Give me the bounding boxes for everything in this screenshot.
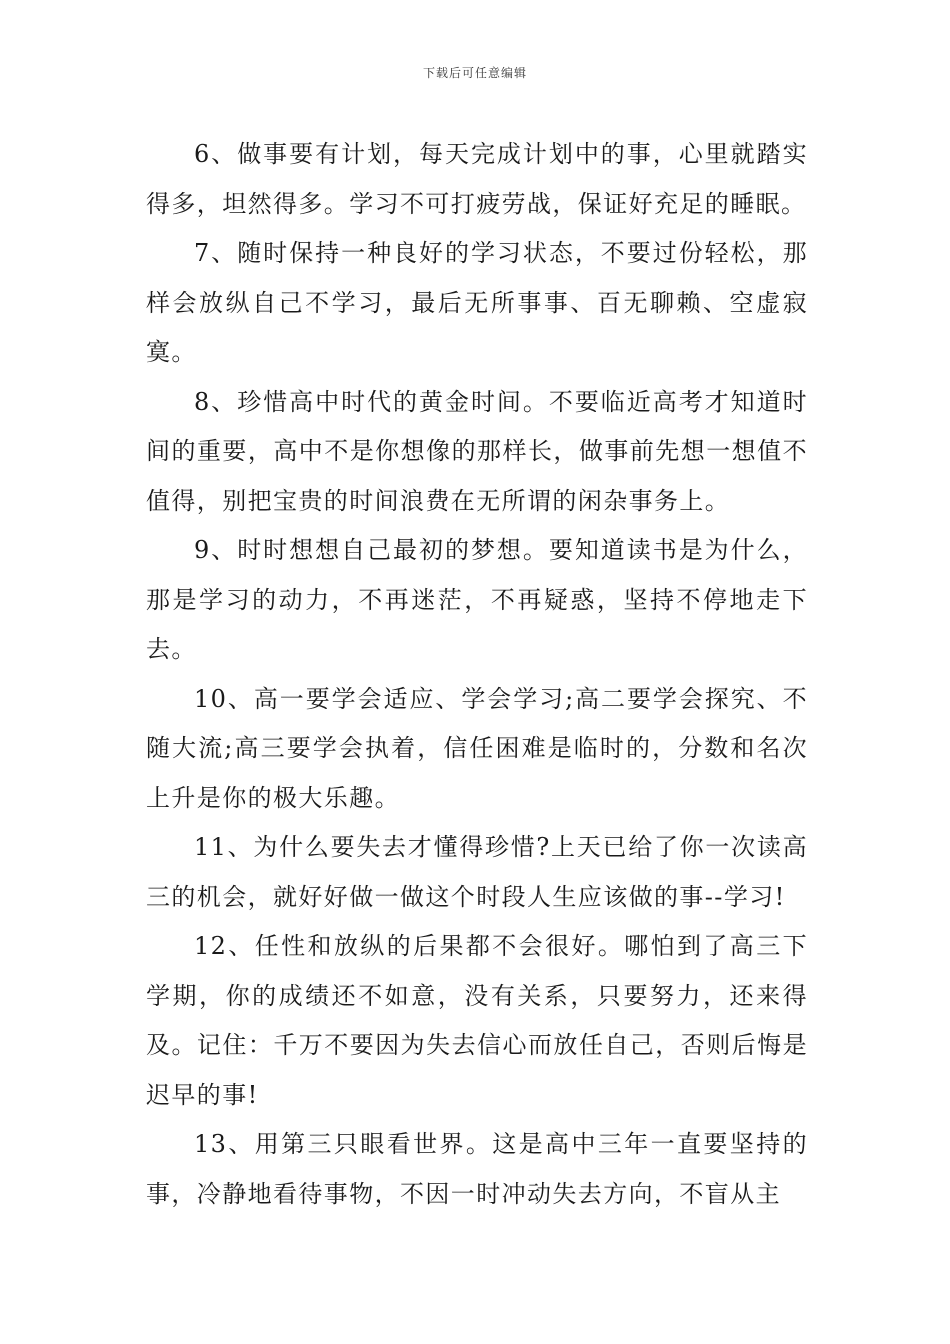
- paragraph-9: 9、时时想想自己最初的梦想。要知道读书是为什么，那是学习的动力，不再迷茫，不再疑惑，坚持不停地走下去。: [146, 536, 808, 663]
- header-note: 下载后可任意编辑: [422, 66, 527, 80]
- paragraph-12: 12、任性和放纵的后果都不会很好。哪怕到了高三下学期，你的成绩还不如意，没有关系，只要努力，还来得及。记住：千万不要因为失去信心而放任自己，否则后悔是迟早的事!: [146, 932, 808, 1109]
- document-body: [146, 130, 808, 1219]
- paragraph-8: 8、珍惜高中时代的黄金时间。不要临近高考才知道时间的重要，高中不是你想像的那样长，做事前先想一想值不值得，别把宝贵的时间浪费在无所谓的闲杂事务上。: [146, 387, 808, 515]
- paragraph-6: 6、做事要有计划，每天完成计划中的事，心里就踏实得多，坦然得多。学习不可打疲劳战，保证好充足的睡眠。: [146, 140, 808, 218]
- paragraph-13: 13、用第三只眼看世界。这是高中三年一直要坚持的事，冷静地看待事物，不因一时冲动失去方向，不盲从主: [146, 1130, 808, 1208]
- paragraph-10: 10、高一要学会适应、学会学习;高二要学会探究、不随大流;高三要学会执着，信任困难是临时的，分数和名次上升是你的极大乐趣。: [146, 684, 808, 812]
- paragraph-7: 7、随时保持一种良好的学习状态，不要过份轻松，那样会放纵自己不学习，最后无所事事、百无聊赖、空虚寂寞。: [146, 239, 808, 366]
- paragraph-11: 11、为什么要失去才懂得珍惜?上天已给了你一次读高三的机会，就好好做一做这个时段人生应该做的事--学习!: [146, 833, 808, 911]
